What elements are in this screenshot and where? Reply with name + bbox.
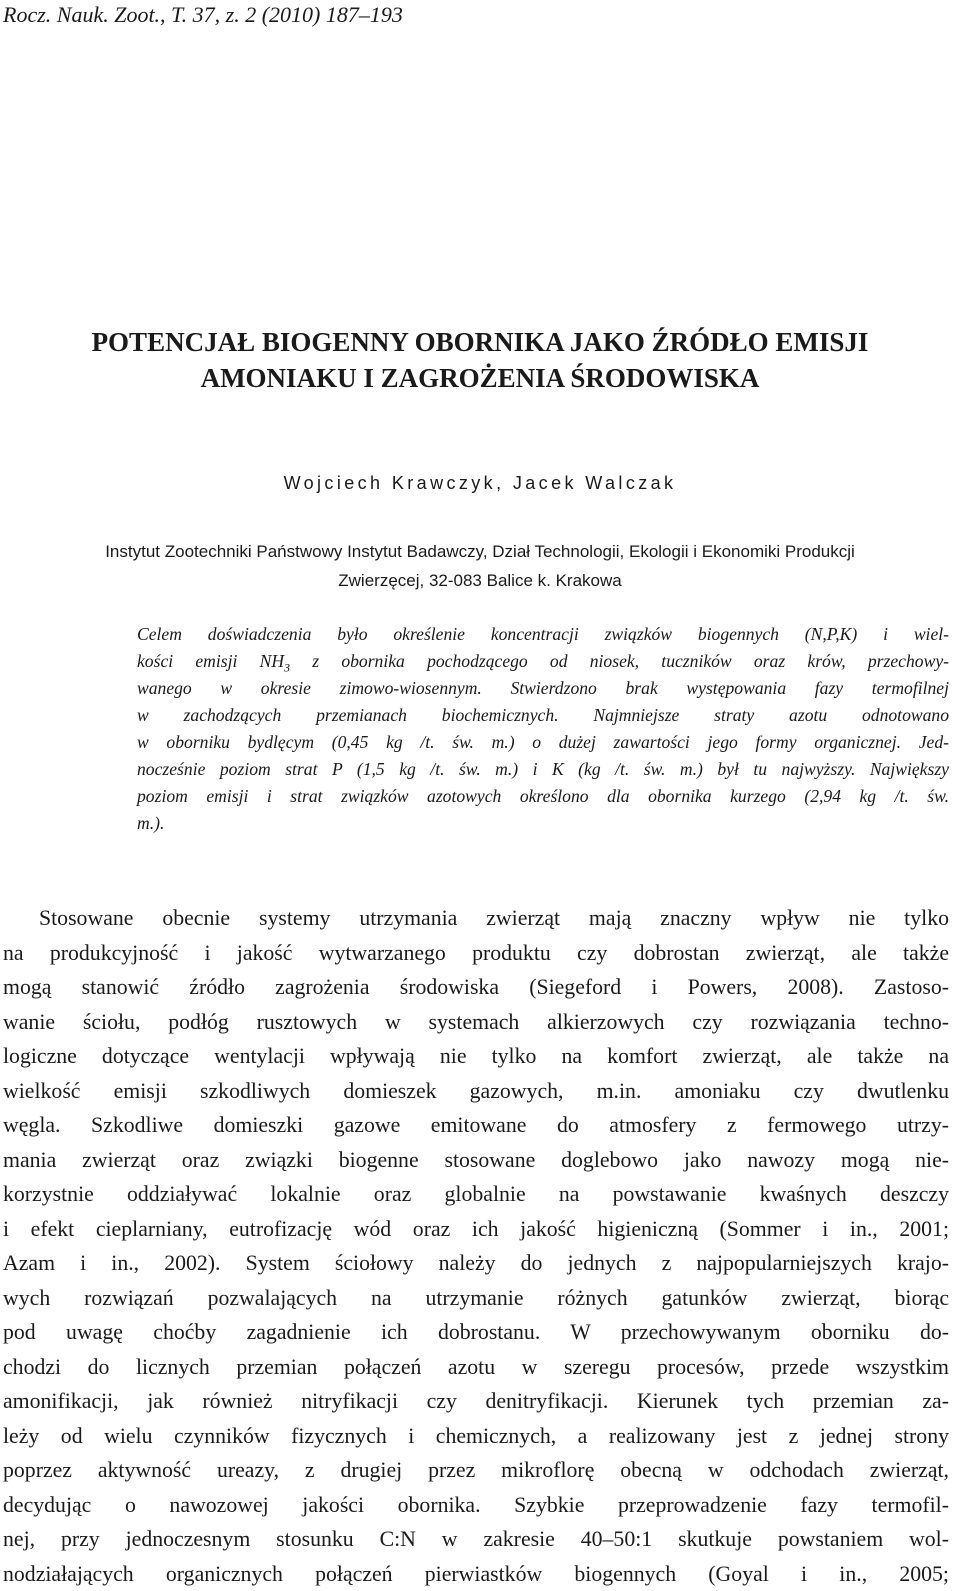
article-title (0, 324, 960, 396)
body-line: Azam i in., 2002). System ściołowy należy do jednych z najpopularniejszych krajo- (3, 1246, 949, 1281)
body-line: logiczne dotyczące wentylacji wpływają nie tylko na komfort zwierząt, ale także na (3, 1039, 949, 1074)
title-line: POTENCJAŁ BIOGENNY OBORNIKA JAKO ŹRÓDŁO EMISJI (0, 324, 960, 360)
body-line: poprzez aktywność ureazy, z drugiej przez mikroflorę obecną w odchodach zwierząt, (3, 1453, 949, 1488)
body-line: leży od wielu czynników fizycznych i chemicznych, a realizowany jest z jednej strony (3, 1419, 949, 1454)
body-line: wych rozwiązań pozwalających na utrzymanie różnych gatunków zwierząt, biorąc (3, 1281, 949, 1316)
abstract-line: poziom emisji i strat związków azotowych określono dla obornika kurzego (2,94 kg /t. św. (137, 783, 949, 810)
body-line: nodziałających organicznych połączeń pierwiastków biogennych (Goyal i in., 2005; (3, 1557, 949, 1591)
subscript-3: 3 (284, 661, 290, 675)
body-line: korzystnie oddziaływać lokalnie oraz globalnie na powstawanie kwaśnych deszczy (3, 1177, 949, 1212)
author-affiliation (0, 537, 960, 595)
body-line: mogą stanowić źródło zagrożenia środowiska (Siegeford i Powers, 2008). Zastoso- (3, 970, 949, 1005)
abstract-line (137, 648, 949, 675)
body-line: wanie ściołu, podłóg rusztowych w systemach alkierzowych czy rozwiązania techno- (3, 1005, 949, 1040)
abstract-line: w oborniku bydlęcym (0,45 kg /t. św. m.) o dużej zawartości jego formy organicznej. Jed- (137, 729, 949, 756)
body-line: chodzi do licznych przemian połączeń azotu w szeregu procesów, przede wszystkim (3, 1350, 949, 1385)
body-line: wielkość emisji szkodliwych domieszek gazowych, m.in. amoniaku czy dwutlenku (3, 1074, 949, 1109)
affiliation-line: Instytut Zootechniki Państwowy Instytut Badawczy, Dział Technologii, Ekologii i Ekonomiki Produkcji (0, 537, 960, 566)
body-line: nej, przy jednoczesnym stosunku C:N w zakresie 40–50:1 skutkuje powstaniem wol- (3, 1522, 949, 1557)
body-line: mania zwierząt oraz związki biogenne stosowane doglebowo jako nawozy mogą nie- (3, 1143, 949, 1178)
body-paragraph (3, 901, 949, 1591)
affiliation-line: Zwierzęcej, 32-083 Balice k. Krakowa (0, 566, 960, 595)
body-line: decydując o nawozowej jakości obornika. Szybkie przeprowadzenie fazy termofil- (3, 1488, 949, 1523)
body-line: pod uwagę choćby zagadnienie ich dobrostanu. W przechowywanym oborniku do- (3, 1315, 949, 1350)
abstract-line: w zachodzących przemianach biochemicznych. Najmniejsze straty azotu odnotowano (137, 702, 949, 729)
body-line: na produkcyjność i jakość wytwarzanego produktu czy dobrostan zwierząt, ale także (3, 936, 949, 971)
abstract-text: z obornika pochodzącego od niosek, tuczników oraz krów, przechowy- (290, 651, 949, 671)
abstract (137, 621, 949, 837)
body-line: Stosowane obecnie systemy utrzymania zwierząt mają znaczny wpływ nie tylko (3, 901, 949, 936)
title-line: AMONIAKU I ZAGROŻENIA ŚRODOWISKA (0, 360, 960, 396)
abstract-line: nocześnie poziom strat P (1,5 kg /t. św. m.) i K (kg /t. św. m.) był tu najwyższy. Największy (137, 756, 949, 783)
article-authors: Wojciech Krawczyk, Jacek Walczak (0, 473, 960, 494)
abstract-line: m.). (137, 810, 949, 837)
body-line: węgla. Szkodliwe domieszki gazowe emitowane do atmosfery z fermowego utrzy- (3, 1108, 949, 1143)
body-line: i efekt cieplarniany, eutrofizację wód oraz ich jakość higieniczną (Sommer i in., 2001; (3, 1212, 949, 1247)
body-line: amonifikacji, jak również nitryfikacji czy denitryfikacji. Kierunek tych przemian za- (3, 1384, 949, 1419)
abstract-text: kości emisji NH (137, 651, 284, 671)
journal-reference: Rocz. Nauk. Zoot., T. 37, z. 2 (2010) 187–193 (3, 2, 403, 28)
abstract-line: Celem doświadczenia było określenie koncentracji związków biogennych (N,P,K) i wiel- (137, 621, 949, 648)
abstract-line: wanego w okresie zimowo-wiosennym. Stwierdzono brak występowania fazy termofilnej (137, 675, 949, 702)
